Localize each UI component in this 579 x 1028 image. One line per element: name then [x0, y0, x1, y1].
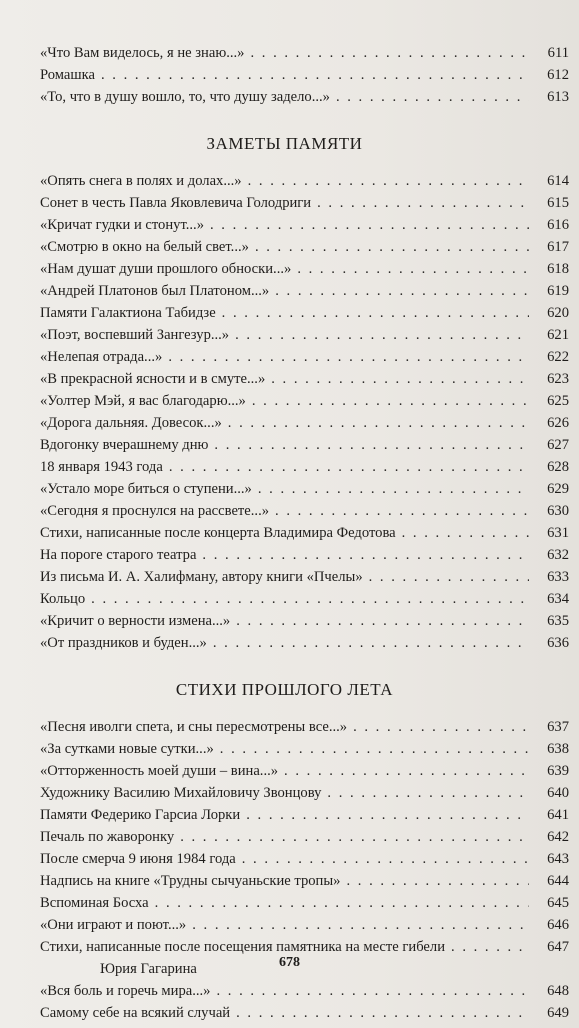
dot-leader	[101, 64, 529, 86]
toc-entry	[40, 86, 569, 108]
entry-title-line: «Сегодня я проснулся на рассвете...»	[40, 503, 270, 519]
entry-title-line: «Поэт, воспевший Зангезур...»	[40, 327, 230, 343]
entry-title	[40, 324, 229, 346]
toc-entry	[40, 588, 569, 610]
entry-title	[40, 478, 252, 500]
toc-entry	[40, 632, 569, 654]
entry-title-line: Сонет в честь Павла Яковлевича Голодриги	[40, 195, 312, 211]
toc-entry	[40, 760, 569, 782]
entry-page-number: 630	[547, 503, 569, 519]
toc-entry	[40, 170, 569, 192]
toc-entry	[40, 610, 569, 632]
dot-leader	[252, 390, 529, 412]
entry-page-number: 628	[547, 459, 569, 475]
toc-entry	[40, 64, 569, 86]
entry-title-line: «Что Вам виделось, я не знаю...»	[40, 45, 245, 61]
toc-entry	[40, 716, 569, 738]
entry-title	[40, 522, 396, 544]
entry-title	[40, 544, 196, 566]
toc-section-stikhi-proshlogo-leta	[40, 680, 569, 1024]
toc-entry	[40, 390, 569, 412]
entry-title-line: «Нам душат души прошлого обноски...»	[40, 261, 292, 277]
entry-title-line-2: Юрия Гагарина	[100, 961, 197, 977]
dot-leader	[297, 258, 529, 280]
entry-title	[40, 456, 163, 478]
dot-leader	[327, 782, 529, 804]
entry-title-line: Кольцо	[40, 591, 86, 607]
entry-title-line: «Дорога дальняя. Довесок...»	[40, 415, 222, 431]
dot-leader	[258, 478, 529, 500]
entry-title	[40, 412, 222, 434]
entry-title-line: Ромашка	[40, 67, 95, 83]
section-heading: ЗАМЕТЫ ПАМЯТИ	[206, 134, 363, 153]
toc-entry	[40, 1002, 569, 1024]
dot-leader	[216, 980, 529, 1002]
entry-title-line: Стихи, написанные после концерта Владимира Федотова	[40, 525, 396, 541]
entry-page-number: 617	[547, 239, 569, 255]
toc-entry	[40, 544, 569, 566]
entry-title-line: «Смотрю в окно на белый свет...»	[40, 239, 249, 255]
toc-entry	[40, 870, 569, 892]
entry-page-number: 639	[547, 763, 569, 779]
entry-page-number: 643	[547, 851, 569, 867]
entry-page-number: 634	[547, 591, 569, 607]
entry-title-line: «То, что в душу вошло, то, что душу задело...»	[40, 89, 330, 105]
toc-entry	[40, 236, 569, 258]
entry-title	[40, 782, 321, 804]
entry-title	[40, 760, 278, 782]
entry-title-line: Вдогонку вчерашнему дню	[40, 437, 209, 453]
entry-page-number: 645	[547, 895, 569, 911]
entry-page-number: 649	[547, 1005, 569, 1021]
entry-title	[40, 610, 230, 632]
dot-leader	[275, 280, 529, 302]
entry-title-line: Памяти Федерико Гарсиа Лорки	[40, 807, 241, 823]
entry-page-number: 636	[547, 635, 569, 651]
toc-entry	[40, 738, 569, 760]
entry-page-number: 635	[547, 613, 569, 629]
entry-page-number: 618	[547, 261, 569, 277]
entry-title	[40, 716, 347, 738]
dot-leader	[246, 804, 529, 826]
entry-title-line: Стихи, написанные после посещения памятника на месте гибели	[40, 939, 446, 955]
dot-leader	[402, 522, 529, 544]
entry-title	[40, 42, 244, 64]
entry-page-number: 620	[547, 305, 569, 321]
toc-entry	[40, 280, 569, 302]
entry-title-line: «Они играют и поют...»	[40, 917, 187, 933]
toc-entry	[40, 324, 569, 346]
entry-title	[40, 632, 207, 654]
entry-title-line: «Кричит о верности измена...»	[40, 613, 231, 629]
dot-leader	[213, 632, 529, 654]
dot-leader	[155, 892, 529, 914]
entry-page-number: 619	[547, 283, 569, 299]
entry-page-number: 615	[547, 195, 569, 211]
entry-title	[40, 302, 216, 324]
entry-page-number: 632	[547, 547, 569, 563]
entry-title-line: «Кричат гудки и стонут...»	[40, 217, 204, 233]
entry-title	[40, 258, 291, 280]
entry-title-line: «От праздников и буден...»	[40, 635, 207, 651]
toc-top-entries	[40, 42, 569, 108]
entry-title-line: После смерча 9 июня 1984 года	[40, 851, 236, 867]
entry-title-line: Самому себе на всякий случай	[40, 1005, 231, 1021]
entry-title	[40, 434, 208, 456]
entry-title-line: Надпись на книге «Трудны сычуаньские тропы»	[40, 873, 341, 889]
toc-entry	[40, 456, 569, 478]
entry-title	[40, 892, 149, 914]
entry-page-number: 622	[547, 349, 569, 365]
entry-title-line: Печаль по жаворонку	[40, 829, 175, 845]
dot-leader	[202, 544, 529, 566]
dot-leader	[214, 434, 529, 456]
entry-page-number: 641	[547, 807, 569, 823]
dot-leader	[228, 412, 529, 434]
dot-leader	[220, 738, 529, 760]
entry-title	[40, 170, 242, 192]
entry-page-number: 623	[547, 371, 569, 387]
entry-page-number: 611	[547, 45, 569, 61]
entry-title-line: Вспоминая Босха	[40, 895, 149, 911]
entry-title	[40, 390, 246, 412]
entry-title-line: «Устало море биться о ступени...»	[40, 481, 252, 497]
toc-entry	[40, 566, 569, 588]
dot-leader	[168, 346, 529, 368]
entry-page-number: 633	[547, 569, 569, 585]
toc-entry	[40, 848, 569, 870]
entry-title	[40, 500, 269, 522]
dot-leader	[242, 848, 529, 870]
toc-section-zamety-pamyati	[40, 134, 569, 654]
toc-entry	[40, 914, 569, 936]
dot-leader	[284, 760, 529, 782]
toc-entry	[40, 42, 569, 64]
dot-leader	[275, 500, 529, 522]
entry-page-number: 625	[547, 393, 569, 409]
dot-leader	[248, 170, 529, 192]
entry-title	[40, 980, 210, 1002]
toc-entry	[40, 782, 569, 804]
dot-leader	[192, 914, 529, 936]
toc-entry	[40, 500, 569, 522]
toc-entry	[40, 368, 569, 390]
toc-entry	[40, 804, 569, 826]
entry-page-number: 614	[547, 173, 569, 189]
entry-page-number: 621	[547, 327, 569, 343]
dot-leader	[250, 42, 529, 64]
entry-title	[40, 826, 174, 848]
dot-leader	[222, 302, 529, 324]
toc-entry	[40, 522, 569, 544]
toc-entry	[40, 346, 569, 368]
toc-entry	[40, 258, 569, 280]
entry-title	[40, 214, 204, 236]
entry-title-line: «Песня иволги спета, и сны пересмотрены все...»	[40, 719, 348, 735]
entry-title	[40, 368, 265, 390]
entry-title-line: Памяти Галактиона Табидзе	[40, 305, 216, 321]
entry-page-number: 646	[547, 917, 569, 933]
entry-title	[40, 804, 240, 826]
entry-title	[40, 588, 85, 610]
dot-leader	[346, 870, 529, 892]
dot-leader	[91, 588, 529, 610]
toc-entry	[40, 434, 569, 456]
entry-title-line: «Отторженность моей души – вина...»	[40, 763, 279, 779]
toc-entry	[40, 892, 569, 914]
entry-title-line: Из письма И. А. Халифману, автору книги «Пчелы»	[40, 569, 363, 585]
entry-page-number: 626	[547, 415, 569, 431]
dot-leader	[255, 236, 529, 258]
entry-title	[40, 914, 186, 936]
toc-entry	[40, 980, 569, 1002]
dot-leader	[180, 826, 529, 848]
entry-title-line: Художнику Василию Михайловичу Звонцову	[40, 785, 322, 801]
entry-page-number: 644	[547, 873, 569, 889]
entry-title	[40, 192, 311, 214]
entry-title-line: «Андрей Платонов был Платоном...»	[40, 283, 270, 299]
entry-page-number: 612	[547, 67, 569, 83]
dot-leader	[353, 716, 529, 738]
toc-entry	[40, 826, 569, 848]
entry-page-number: 637	[547, 719, 569, 735]
entry-title	[40, 566, 363, 588]
entry-page-number: 638	[547, 741, 569, 757]
entry-title-line: 18 января 1943 года	[40, 459, 163, 475]
dot-leader	[336, 86, 529, 108]
entry-page-number: 648	[547, 983, 569, 999]
entry-page-number: 613	[547, 89, 569, 105]
entry-page-number: 631	[547, 525, 569, 541]
toc-entry	[40, 214, 569, 236]
entry-page-number: 640	[547, 785, 569, 801]
dot-leader	[236, 1002, 529, 1024]
entry-page-number: 627	[547, 437, 569, 453]
dot-leader	[271, 368, 529, 390]
entry-title-line: «Уолтер Мэй, я вас благодарю...»	[40, 393, 246, 409]
entry-title	[40, 346, 162, 368]
entry-title	[40, 1002, 230, 1024]
toc-entry	[40, 412, 569, 434]
entry-title-line: «Нелепая отрада...»	[40, 349, 163, 365]
entry-title	[40, 280, 269, 302]
entry-page-number: 629	[547, 481, 569, 497]
entry-title-line: «В прекрасной ясности и в смуте...»	[40, 371, 266, 387]
entry-title-line: На пороге старого театра	[40, 547, 197, 563]
entry-title	[40, 64, 95, 86]
dot-leader	[169, 456, 529, 478]
dot-leader	[210, 214, 529, 236]
dot-leader	[317, 192, 529, 214]
entry-title	[40, 236, 249, 258]
entry-title-line: «За сутками новые сутки...»	[40, 741, 214, 757]
toc-entry	[40, 478, 569, 500]
entry-page-number: 616	[547, 217, 569, 233]
entry-title-line: «Опять снега в полях и долах...»	[40, 173, 242, 189]
entry-page-number: 642	[547, 829, 569, 845]
toc-entry	[40, 192, 569, 214]
entry-title	[40, 738, 214, 760]
entry-title	[40, 86, 330, 108]
toc-entry	[40, 302, 569, 324]
entry-title	[40, 870, 340, 892]
section-heading: СТИХИ ПРОШЛОГО ЛЕТА	[175, 680, 394, 699]
dot-leader	[235, 324, 529, 346]
dot-leader	[236, 610, 529, 632]
entry-page-number: 647	[547, 939, 569, 955]
dot-leader	[369, 566, 529, 588]
entry-title	[40, 848, 236, 870]
page-number: 678	[279, 955, 300, 970]
entry-title-line: «Вся боль и горечь мира...»	[40, 983, 211, 999]
